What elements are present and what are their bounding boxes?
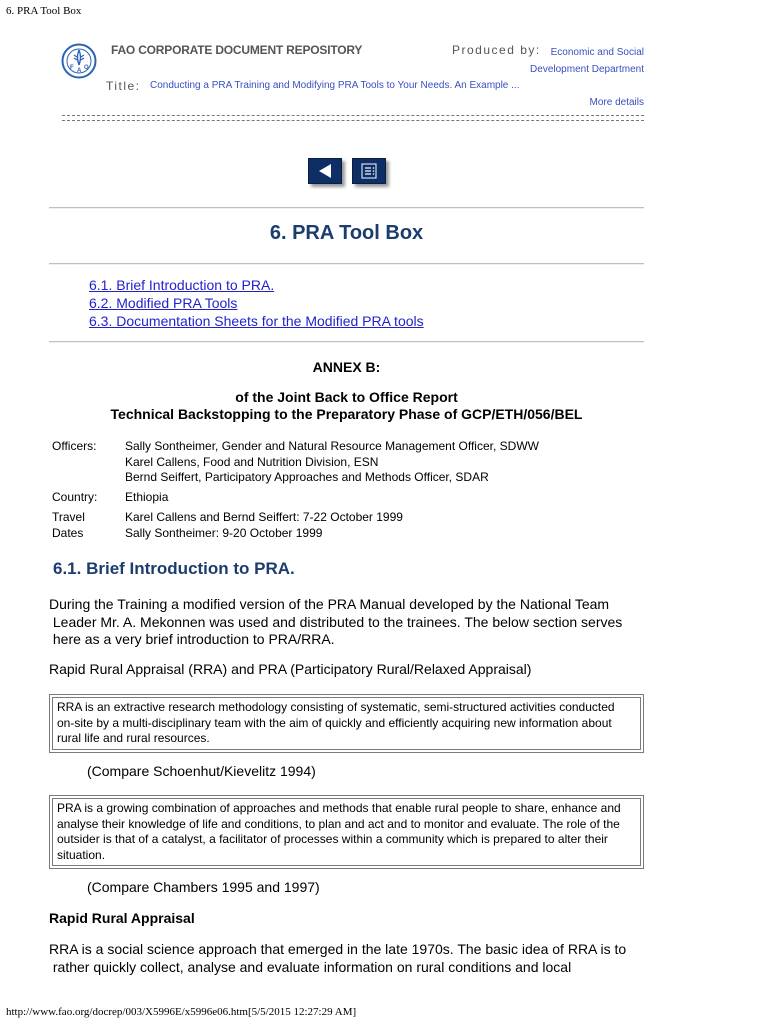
divider	[62, 115, 644, 116]
toc-link-6-3[interactable]: 6.3. Documentation Sheets for the Modified PRA tools	[89, 313, 424, 329]
rra-paragraph	[49, 941, 649, 976]
previous-button[interactable]	[308, 158, 342, 184]
text-line: here as a very brief introduction to PRA/RRA.	[49, 631, 335, 647]
travel-entry: Sally Sontheimer: 9-20 October 1999	[125, 525, 323, 540]
divider	[49, 207, 644, 209]
produced-by-line[interactable]: Economic and Social	[550, 47, 644, 58]
contents-button[interactable]	[352, 158, 386, 184]
annex-heading: ANNEX B:	[312, 359, 381, 375]
table-of-contents	[89, 276, 424, 330]
browser-tab-title: 6. PRA Tool Box	[6, 5, 82, 17]
page-url: http://www.fao.org/docrep/003/X5996E/x5996e06.htm[5/5/2015 12:27:29 AM]	[6, 1006, 357, 1018]
country-value: Ethiopia	[125, 490, 169, 504]
rra-definition-box	[49, 694, 644, 753]
annex-subtitle: Technical Backstopping to the Preparatory Phase of GCP/ETH/056/BEL	[110, 406, 583, 422]
officers-label: Officers:	[52, 439, 97, 453]
fao-logo-icon[interactable]	[61, 43, 97, 79]
text-line: RRA is an extractive research methodology consisting of systematic, semi-structured activities conducted	[57, 700, 615, 714]
annex-line: of the Joint Back to Office Report	[235, 389, 458, 405]
svg-text:A: A	[77, 68, 82, 74]
text-line: situation.	[57, 847, 106, 862]
pra-definition-box	[49, 795, 644, 869]
travel-dates-label: Travel Dates	[52, 510, 85, 540]
more-details-link[interactable]: More details	[589, 97, 644, 108]
text-line: rather quickly collect, analyse and evaluate information on rural conditions and local	[49, 958, 572, 975]
text-line: rural life and rural resources.	[57, 731, 210, 745]
travel-entry: Karel Callens and Bernd Seiffert: 7-22 October 1999	[125, 510, 403, 524]
text-line: on-site by a multi-disciplinary team with the aim of quickly and efficiently acquiring new information about	[57, 715, 612, 730]
officer-entry: Bernd Seiffert, Participatory Approaches and Methods Officer, SDAR	[125, 470, 489, 484]
text-line: Leader Mr. A. Mekonnen was used and distributed to the trainees. The below section serves	[49, 613, 623, 630]
divider	[49, 263, 644, 265]
produced-by-line[interactable]: Development Department	[530, 64, 644, 75]
divider	[62, 120, 644, 121]
text-line: analyse their knowledge of life and conditions, to plan and act and to monitor and evaluate. The role of the	[57, 816, 620, 831]
toc-link-6-1[interactable]: 6.1. Brief Introduction to PRA.	[89, 277, 275, 293]
text-line: PRA is a growing combination of approaches and methods that enable rural people to share, enhance and	[57, 801, 621, 815]
intro-paragraph	[49, 596, 649, 649]
officer-entry: Karel Callens, Food and Nutrition Division, ESN	[125, 454, 379, 469]
svg-text:F: F	[70, 65, 74, 71]
rra-pra-line: Rapid Rural Appraisal (RRA) and PRA (Participatory Rural/Relaxed Appraisal)	[49, 661, 532, 677]
country-label: Country:	[52, 490, 98, 504]
produced-by-label: Produced by:	[452, 43, 541, 57]
svg-text:O: O	[84, 65, 89, 71]
text-line: outsider is that of a catalyst, a facilitator of processes within a community which is prepared to alter their	[57, 832, 608, 846]
produced-by-link[interactable]	[520, 44, 644, 78]
officer-entry: Sally Sontheimer, Gender and Natural Resource Management Officer, SDWW	[125, 439, 539, 453]
repository-title: FAO CORPORATE DOCUMENT REPOSITORY	[111, 43, 363, 57]
toc-link-6-2[interactable]: 6.2. Modified PRA Tools	[89, 295, 238, 311]
text-line: During the Training a modified version of the PRA Manual developed by the National Team	[49, 596, 610, 612]
arrow-left-icon	[309, 159, 341, 183]
table-of-contents-icon	[353, 159, 385, 183]
page-title: 6. PRA Tool Box	[269, 222, 424, 244]
section-heading: 6.1. Brief Introduction to PRA.	[53, 559, 295, 578]
citation: (Compare Schoenhut/Kievelitz 1994)	[87, 763, 316, 779]
divider	[49, 341, 644, 343]
title-label: Title:	[106, 79, 141, 93]
citation: (Compare Chambers 1995 and 1997)	[87, 879, 320, 895]
subheading: Rapid Rural Appraisal	[49, 910, 195, 926]
document-title-link[interactable]: Conducting a PRA Training and Modifying PRA Tools to Your Needs. An Example ...	[150, 80, 520, 91]
text-line: RRA is a social science approach that emerged in the late 1970s. The basic idea of RRA is to	[49, 941, 627, 957]
